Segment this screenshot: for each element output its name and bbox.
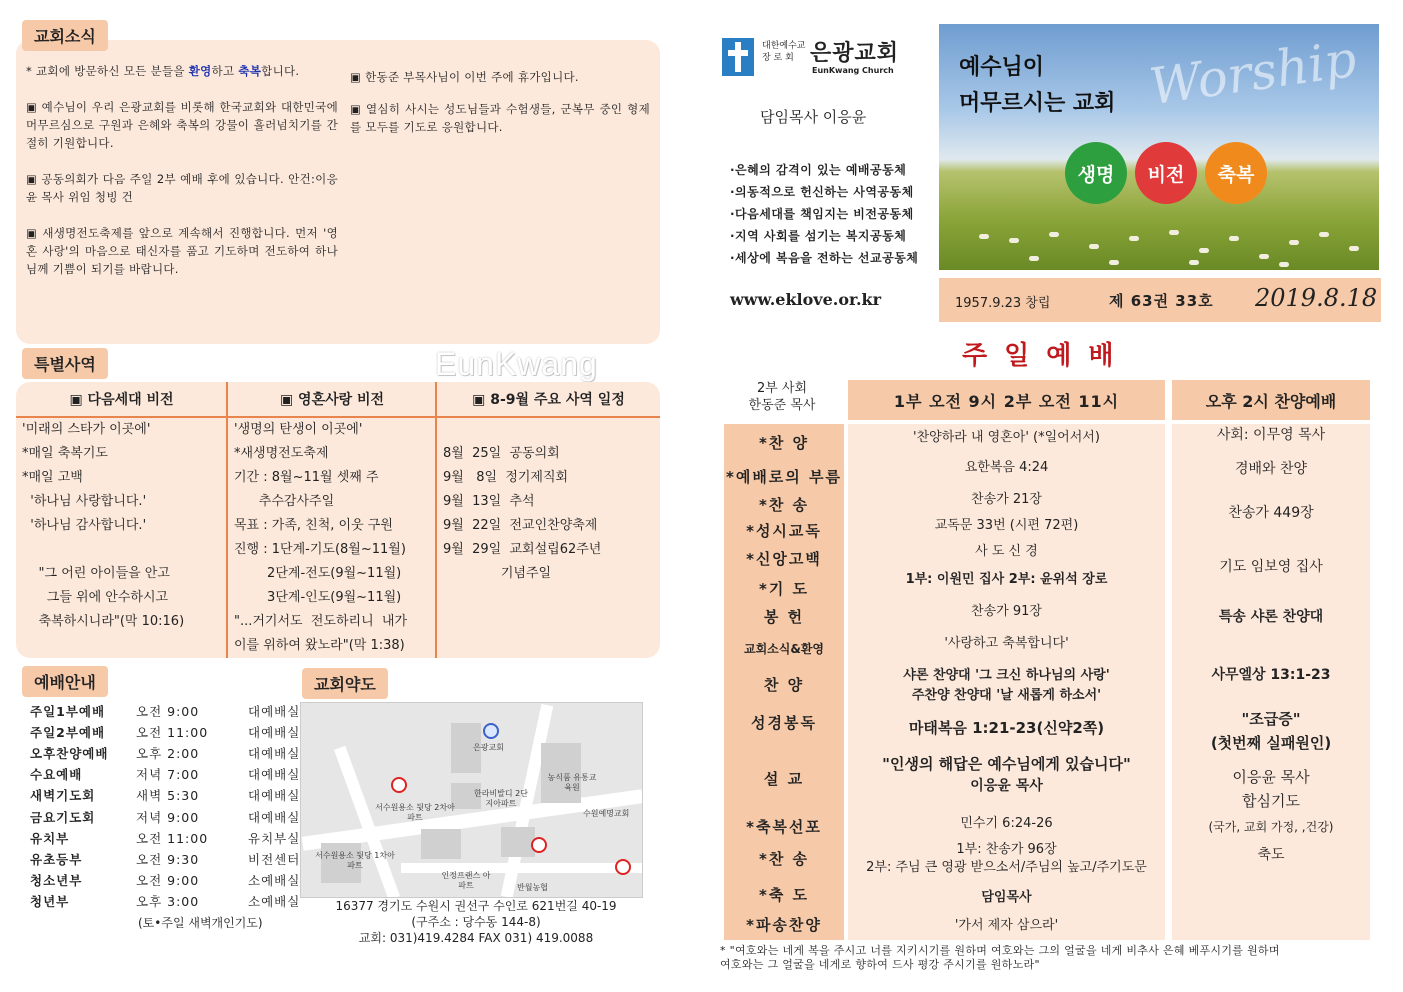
service-name: 유초등부 (30, 851, 83, 867)
pm-order-detail: 사회: 이무영 목사 (1216, 427, 1326, 443)
guide-row (30, 700, 338, 721)
pm-order-detail: 합심기도 (1242, 792, 1300, 810)
map-building (501, 827, 535, 857)
pm-order-detail: 특송 샤론 찬양대 (1218, 609, 1324, 625)
schedule-line: 9월 22일 전교인찬양축제 (443, 518, 598, 533)
guide-row (30, 764, 338, 785)
banner-title-line: 예수님이 (959, 55, 1045, 80)
service-place: 대예배실 (248, 703, 301, 719)
news-item: ▣ 새생명전도축제를 앞으로 계속해서 진행합니다. 먼저 '영혼 사랑'의 마음으로 태신자를 품고 기도하며 전도하여 하나님께 기쁨이 되기를 바랍니다. (26, 226, 338, 276)
order-detail: 요한복음 4:24 (964, 460, 1049, 475)
morning-order-column (848, 424, 1165, 940)
circle-blessing: 축복 (1205, 142, 1267, 204)
schedule-line: *매일 고백 (22, 470, 83, 485)
guide-row (30, 742, 338, 763)
order-item: *찬 송 (758, 850, 810, 868)
schedule-line: 추수감사주일 (234, 494, 335, 509)
order-detail: 교독문 33번 (시편 72편) (934, 518, 1079, 533)
sheep-shape (1279, 262, 1289, 267)
order-item: *성시교독 (746, 522, 822, 540)
order-item: 찬 양 (763, 676, 805, 694)
column-body (228, 418, 436, 658)
order-detail: '가서 제자 삼으라' (954, 918, 1059, 933)
sheep-shape (1129, 236, 1139, 241)
order-detail: 1부: 이원민 집사 2부: 윤위석 장로 (905, 572, 1108, 587)
order-detail: '찬양하라 내 영혼아' (*일어서서) (913, 430, 1100, 445)
pm-order-detail: (국가, 교회 가정, ,건강) (1208, 820, 1334, 834)
news-item: ▣ 열심히 사시는 성도님들과 수험생들, 군복무 중인 형제를 모두를 기도로 응원합니다. (350, 102, 650, 134)
pm-order-detail: 축도 (1257, 847, 1285, 863)
schedule-line: 2단계-전도(9월~11월) (234, 566, 402, 581)
sheep-shape (1009, 238, 1019, 243)
order-items-column (724, 424, 844, 940)
order-item: *파송찬양 (746, 916, 822, 934)
news-right-column (350, 68, 650, 150)
church-map (300, 702, 643, 898)
news-item: ▣ 공동의회가 다음 주일 2부 예배 후에 있습니다. 안건:이응윤 목사 위임 청빙 건 (26, 172, 338, 204)
service-time: 오전 11:00 (136, 830, 209, 846)
service-name: 금요기도회 (30, 809, 96, 825)
service-place: 대예배실 (248, 745, 301, 761)
map-label-suwon: 수원예명교회 (583, 809, 630, 818)
church-location-pin-icon (483, 723, 499, 739)
mission-line: ·지역 사회를 섬기는 복지공동체 (730, 229, 907, 243)
map-label-agri: 농식품 유통교육원 (547, 773, 597, 792)
banner-title-line: 머무르시는 교회 (959, 91, 1116, 116)
worship-banner (939, 24, 1379, 270)
service-name: 오후찬양예배 (30, 745, 109, 761)
map-label-nonghyup: 반월농협 (517, 883, 548, 892)
schedule-line: 그들 위에 안수하시고 (22, 590, 169, 605)
church-logo-english: EunKwang Church (812, 66, 894, 75)
service-title: 주일예배 (962, 341, 1131, 371)
service-time: 오전 9:00 (136, 703, 200, 719)
banner-title (959, 50, 1115, 122)
service-time: 저녁 9:00 (136, 809, 200, 825)
mission-line: ·세상에 복음을 전하는 선교공동체 (730, 251, 919, 265)
pm-order-detail: 이응윤 목사 (1232, 768, 1310, 786)
map-label-apt1: 서수원용소 뒷당 1차아파트 (315, 851, 395, 870)
schedule-line: *새생명전도축제 (234, 446, 329, 461)
pm-order-detail: 경배와 찬양 (1234, 461, 1308, 477)
sheep-shape (1319, 232, 1329, 237)
service-place: 대예배실 (248, 767, 301, 783)
guide-row (30, 806, 338, 827)
guide-row (30, 785, 338, 806)
schedule-line: "그 어린 아이들을 안고 (22, 566, 170, 581)
news-item: ▣ 한동준 부목사님이 이번 주에 휴가입니다. (350, 70, 579, 84)
order-detail: 사 도 신 경 (975, 544, 1038, 559)
schedule-line: 진행 : 1단계-기도(8월~11월) (234, 542, 406, 557)
service-name: 주일1부예배 (30, 703, 106, 719)
sheep-shape (1189, 260, 1199, 265)
special-ministry-box (16, 382, 660, 658)
schedule-line: '하나님 사랑합니다.' (22, 494, 147, 509)
guide-row (30, 891, 338, 912)
schedule-column (437, 382, 660, 658)
footnote-line: * "여호와는 네게 복을 주시고 너를 지키시기를 원하며 여호와는 그의 얼굴을 네게 비추사 은혜 베푸시기를 원하며 (720, 944, 1280, 957)
map-building (421, 829, 461, 859)
service-place: 소예배실 (248, 873, 301, 889)
order-detail: 마태복음 1:21-23(신약2쪽) (908, 719, 1105, 737)
news-item: ▣ 예수님이 우리 은광교회를 비롯해 한국교회와 대한민국에 머무르심으로 구원과 은혜와 축복의 강물이 흘러넘치기를 간절히 기원합니다. (26, 100, 338, 150)
service-place: 대예배실 (248, 809, 301, 825)
website-url[interactable]: www.eklove.or.kr (730, 290, 882, 309)
phone-fax: 교회: 031)419.4284 FAX 031) 419.0088 (358, 931, 594, 945)
column-header: ▣ 8-9월 주요 사역 일정 (437, 382, 660, 418)
highlight-welcome: 환영 (188, 64, 212, 78)
guide-row (30, 848, 338, 869)
sheep-shape (1049, 232, 1059, 237)
order-detail: 2부: 주님 큰 영광 받으소서/주님의 높고/주기도문 (866, 860, 1147, 875)
news-item: * 교회에 방문하신 모든 분들을 환영하고 축복합니다. (26, 64, 300, 78)
order-item: *축복선포 (746, 818, 822, 836)
service-name: 청소년부 (30, 873, 83, 889)
service-time: 저녁 7:00 (136, 767, 200, 783)
service-time: 새벽 5:30 (136, 788, 200, 804)
service-place: 소예배실 (248, 894, 301, 910)
news-left-column (26, 62, 338, 296)
column-header: ▣ 영혼사랑 비전 (228, 382, 436, 418)
schedule-line: 축복하시니라"(막 10:16) (22, 614, 185, 629)
eunkwang-watermark: EunKwang (435, 346, 598, 382)
address-old: (구주소 : 당수동 144-8) (411, 915, 541, 929)
pm-order-detail: 기도 임보영 집사 (1219, 559, 1323, 575)
service-time: 오후 2:00 (136, 745, 200, 761)
circle-vision: 비전 (1135, 142, 1197, 204)
column-body (437, 418, 660, 586)
map-label-francis: 인정프랜스 아파트 (441, 871, 491, 890)
order-item: 봉 헌 (763, 608, 805, 626)
sheep-shape (1259, 254, 1269, 259)
sheep-shape (1029, 256, 1039, 261)
guide-row (30, 870, 338, 891)
order-detail: 담임목사 (981, 890, 1032, 905)
next-generation-column (16, 382, 227, 658)
order-detail: 1부: 찬송가 96장 (956, 842, 1057, 857)
guide-row (30, 721, 338, 742)
service-name: 새벽기도회 (30, 788, 96, 804)
mission-line: ·의동적으로 헌신하는 사역공동체 (730, 185, 914, 199)
leader-role: 2부 사회 (756, 381, 808, 396)
sheep-shape (1199, 248, 1209, 253)
worship-guide-table (30, 700, 338, 912)
schedule-line: 기념주일 (443, 566, 552, 581)
afternoon-service-header: 오후 2시 찬양예배 (1172, 380, 1370, 420)
bus-stop-icon (531, 837, 547, 853)
banner-script-text: Worship (1145, 29, 1360, 117)
schedule-line: '생명의 탄생이 이곳에' (234, 422, 363, 437)
column-header: ▣ 다음세대 비전 (16, 382, 227, 418)
guide-note: (토•주일 새벽개인기도) (138, 916, 263, 930)
benediction-footnote (720, 944, 1380, 972)
order-detail: '사랑하고 축복합니다' (944, 636, 1069, 651)
sheep-shape (979, 234, 989, 239)
section-tab-special: 특별사역 (22, 348, 108, 379)
order-item: *신앙고백 (746, 550, 822, 568)
church-news-box (16, 40, 660, 344)
bus-stop-icon (615, 859, 631, 875)
service-place: 비전센터 (248, 851, 301, 867)
address-line: 16377 경기도 수원시 권선구 수인로 621번길 40-19 (335, 899, 617, 913)
schedule-line: '미래의 스타가 이곳에' (22, 422, 151, 437)
service-place: 유치부실 (248, 830, 301, 846)
schedule-line: "...거기서도 전도하리니 내가 (234, 614, 408, 629)
order-item: *기 도 (758, 580, 810, 598)
bus-stop-icon (391, 777, 407, 793)
column-body (16, 418, 227, 634)
pm-order-detail: "조급증" (1241, 710, 1301, 728)
schedule-line: 8월 25일 공동의회 (443, 446, 560, 461)
schedule-line (443, 418, 654, 442)
senior-pastor: 담임목사 이응윤 (760, 108, 867, 126)
section-tab-guide: 예배안내 (22, 666, 108, 697)
sheep-shape (1229, 236, 1239, 241)
schedule-line: 이를 위하여 왔노라"(막 1:38) (234, 638, 405, 653)
bulletin-date: 2019.8.18 (1255, 284, 1378, 312)
pm-order-detail: 찬송가 449장 (1228, 505, 1314, 521)
order-detail: 샤론 찬양대 '그 크신 하나님의 사랑' (903, 668, 1110, 683)
order-item: *찬 송 (758, 496, 810, 514)
church-address (300, 898, 652, 946)
service-time: 오전 9:30 (136, 851, 200, 867)
order-detail: "인생의 해답은 예수님에게 있습니다" (882, 755, 1131, 773)
service-time: 오전 9:00 (136, 873, 200, 889)
order-item: 성경봉독 (751, 714, 817, 732)
sheep-shape (1169, 230, 1179, 235)
order-detail: 찬송가 91장 (971, 604, 1042, 619)
schedule-line: *매일 축복기도 (22, 446, 108, 461)
order-item: 설 교 (763, 770, 805, 788)
schedule-line: 3단계-인도(9월~11월) (234, 590, 402, 605)
mission-list (730, 159, 918, 269)
order-detail: 이응윤 목사 (970, 778, 1043, 794)
denomination-text: 대한예수교 장 로 회 (762, 41, 806, 63)
issue-bar (939, 278, 1381, 322)
church-logo-name: 은광교회 (810, 41, 900, 66)
service-place: 대예배실 (248, 788, 301, 804)
service-name: 주일2부예배 (30, 724, 106, 740)
order-item: *예배로의 부름 (725, 468, 842, 486)
service-time: 오후 3:00 (136, 894, 200, 910)
schedule-line: 목표 : 가족, 친척, 이웃 구원 (234, 518, 393, 533)
sheep-shape (1349, 246, 1359, 251)
soul-love-column (228, 382, 436, 658)
order-detail: 주찬양 찬양대 '날 새롭게 하소서' (911, 688, 1102, 703)
mission-line: ·다음세대를 책임지는 비전공동체 (730, 207, 914, 221)
guide-row (30, 827, 338, 848)
section-tab-map: 교회약도 (302, 668, 388, 699)
leader-name: 한동준 목사 (748, 398, 816, 413)
cross-logo-icon (722, 38, 754, 76)
service-name: 수요예배 (30, 767, 83, 783)
map-label-hanra: 한라비발디 2단지아파트 (473, 789, 528, 808)
order-item: 교회소식&환영 (743, 642, 825, 656)
map-label-apt2: 서수원용소 뒷당 2차아파트 (375, 803, 455, 822)
schedule-line: 9월 8일 정기제직회 (443, 470, 569, 485)
highlight-bless: 축복 (238, 64, 262, 78)
founded-date: 1957.9.23 창립 (955, 296, 1051, 311)
service-place: 대예배실 (248, 724, 301, 740)
mission-line: ·은혜의 감격이 있는 예배공동체 (730, 163, 907, 177)
service-name: 청년부 (30, 894, 70, 910)
schedule-line: 9월 29일 교회설립62주년 (443, 542, 602, 557)
circle-life: 생명 (1065, 142, 1127, 204)
map-road (401, 863, 643, 873)
schedule-line: '하나님 감사합니다.' (22, 518, 147, 533)
footnote-line: 여호와는 그 얼굴을 네게로 향하여 드사 평강 주시기를 원하노라" (720, 958, 1040, 971)
denomination-label (762, 40, 808, 64)
map-label-church: 은광교회 (473, 743, 504, 752)
order-item: *축 도 (758, 886, 810, 904)
section-tab-news: 교회소식 (22, 20, 108, 51)
afternoon-order-column (1172, 424, 1370, 940)
schedule-line (22, 538, 221, 562)
service-leader (724, 380, 840, 414)
order-item: *찬 양 (758, 434, 810, 452)
service-time: 오전 11:00 (136, 724, 209, 740)
sheep-shape (1089, 244, 1099, 249)
sheep-shape (1109, 260, 1119, 265)
schedule-line: 기간 : 8월~11월 셋째 주 (234, 470, 379, 485)
pm-order-detail: 사무엘상 13:1-23 (1211, 667, 1331, 683)
pm-order-detail: (첫번째 실패원인) (1210, 734, 1332, 752)
schedule-line: 9월 13일 추석 (443, 494, 535, 509)
sheep-shape (1289, 240, 1299, 245)
order-detail: 찬송가 21장 (971, 492, 1042, 507)
morning-service-header: 1부 오전 9시 2부 오전 11시 (848, 380, 1165, 420)
service-name: 유치부 (30, 830, 70, 846)
volume-number: 제 63권 33호 (1109, 292, 1214, 310)
order-detail: 민수기 6:24-26 (960, 816, 1053, 831)
